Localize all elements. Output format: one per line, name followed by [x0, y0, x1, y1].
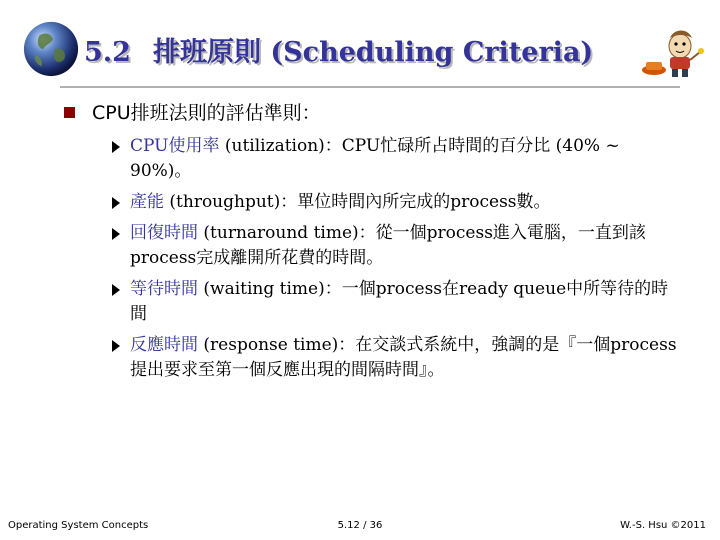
arrow-bullet-icon [112, 141, 120, 153]
footer-page-number: 5.12 / 36 [337, 520, 383, 531]
footer-course: Operating System Concepts [8, 520, 149, 531]
arrow-bullet-icon [112, 197, 120, 209]
criteria-desc: (utilization)：CPU忙碌所占時間的百分比 (40% ~ 90%)。 [130, 136, 620, 181]
list-item [110, 277, 685, 327]
criteria-term: 回復時間 [130, 223, 198, 243]
square-bullet-icon [64, 107, 75, 118]
criteria-term: CPU使用率 [130, 136, 220, 156]
section-number: 5.2 [84, 37, 131, 68]
list-item [110, 221, 685, 271]
criteria-list [62, 134, 702, 383]
criteria-term: 反應時間 [130, 335, 198, 355]
list-item [110, 190, 685, 215]
title-label: 排班原則 (Scheduling Criteria) [152, 37, 594, 68]
globe-icon [22, 20, 80, 78]
arrow-bullet-icon [112, 340, 120, 352]
page-title [84, 30, 593, 69]
criteria-desc: (turnaround time)：從一個process進入電腦，一直到該process完成離開所花費的時間。 [130, 223, 646, 268]
list-item [110, 333, 685, 383]
criteria-desc: (response time)：在交談式系統中，強調的是『一個process提出要求至第一個反應出現的間隔時間』。 [130, 335, 677, 380]
title-divider [60, 86, 680, 88]
cartoon-mascot-icon [640, 22, 706, 80]
main-bullet [62, 100, 702, 126]
title-bar [0, 0, 720, 95]
slide-content [62, 100, 702, 389]
criteria-term: 等待時間 [130, 279, 198, 299]
criteria-desc: (throughput)：單位時間內所完成的process數。 [164, 192, 551, 212]
arrow-bullet-icon [112, 284, 120, 296]
footer-author: W.-S. Hsu ©2011 [620, 520, 706, 531]
arrow-bullet-icon [112, 228, 120, 240]
criteria-desc: (waiting time)：一個process在ready queue中所等待的時間 [130, 279, 669, 324]
criteria-term: 產能 [130, 192, 164, 212]
list-item [110, 134, 685, 184]
main-heading: CPU排班法則的評估準則： [92, 102, 321, 124]
